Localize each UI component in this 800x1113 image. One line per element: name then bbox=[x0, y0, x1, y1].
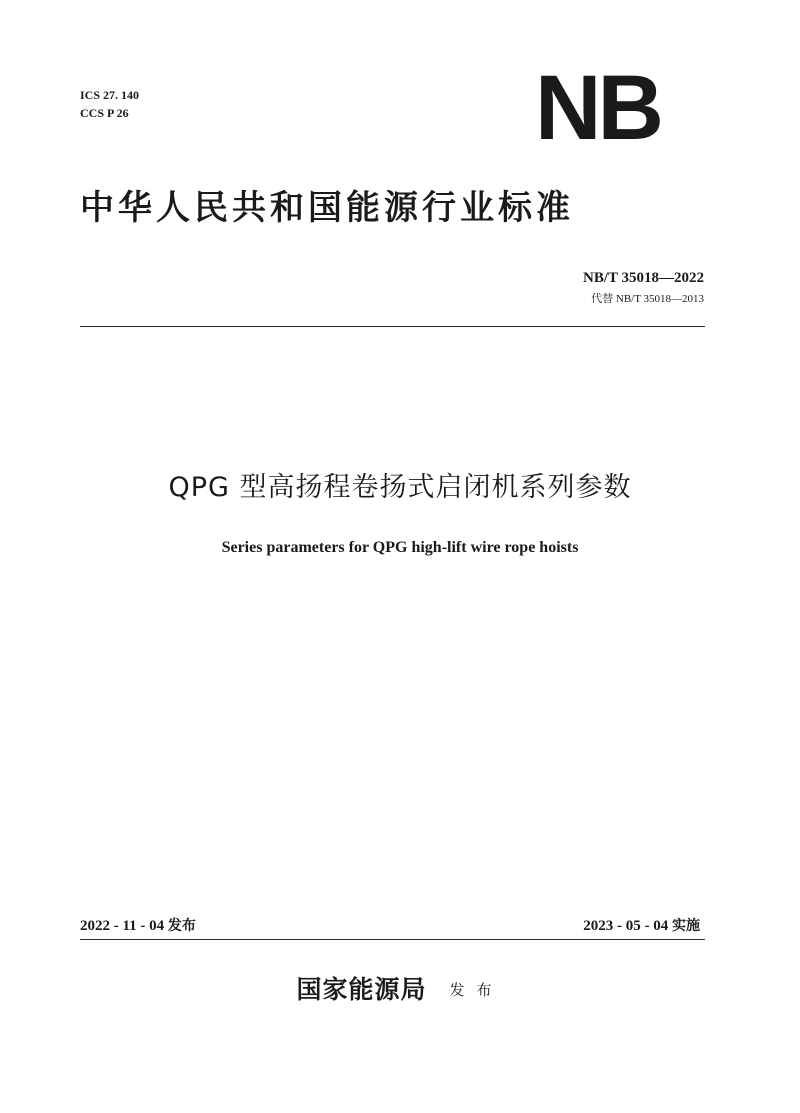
implementation-date: 2023 - 05 - 04 bbox=[583, 918, 669, 934]
standard-number: NB/T 35018—2022 bbox=[583, 270, 704, 286]
replaces-standard: 代替 NB/T 35018—2013 bbox=[591, 293, 704, 305]
issue-date: 2022 - 11 - 04 bbox=[80, 918, 165, 934]
issue-date-line bbox=[80, 916, 196, 936]
nb-logo: NB bbox=[535, 68, 660, 148]
publisher-label: 发布 bbox=[449, 981, 504, 999]
publisher-block bbox=[0, 972, 800, 1008]
title-chinese: QPG 型高扬程卷扬式启闭机系列参数 bbox=[168, 472, 632, 503]
implementation-label: 实施 bbox=[672, 918, 700, 934]
bottom-divider bbox=[80, 939, 705, 940]
ics-code: ICS 27. 140 bbox=[80, 88, 140, 102]
ccs-code: CCS P 26 bbox=[80, 106, 129, 120]
issue-label: 发布 bbox=[167, 918, 196, 934]
title-english: Series parameters for QPG high-lift wire rope hoists bbox=[221, 539, 579, 556]
standard-category-heading: 中华人民共和国能源行业标准 bbox=[80, 188, 574, 228]
publisher-name: 国家能源局 bbox=[296, 975, 427, 1004]
top-divider bbox=[80, 326, 705, 327]
implementation-date-line bbox=[583, 916, 700, 936]
